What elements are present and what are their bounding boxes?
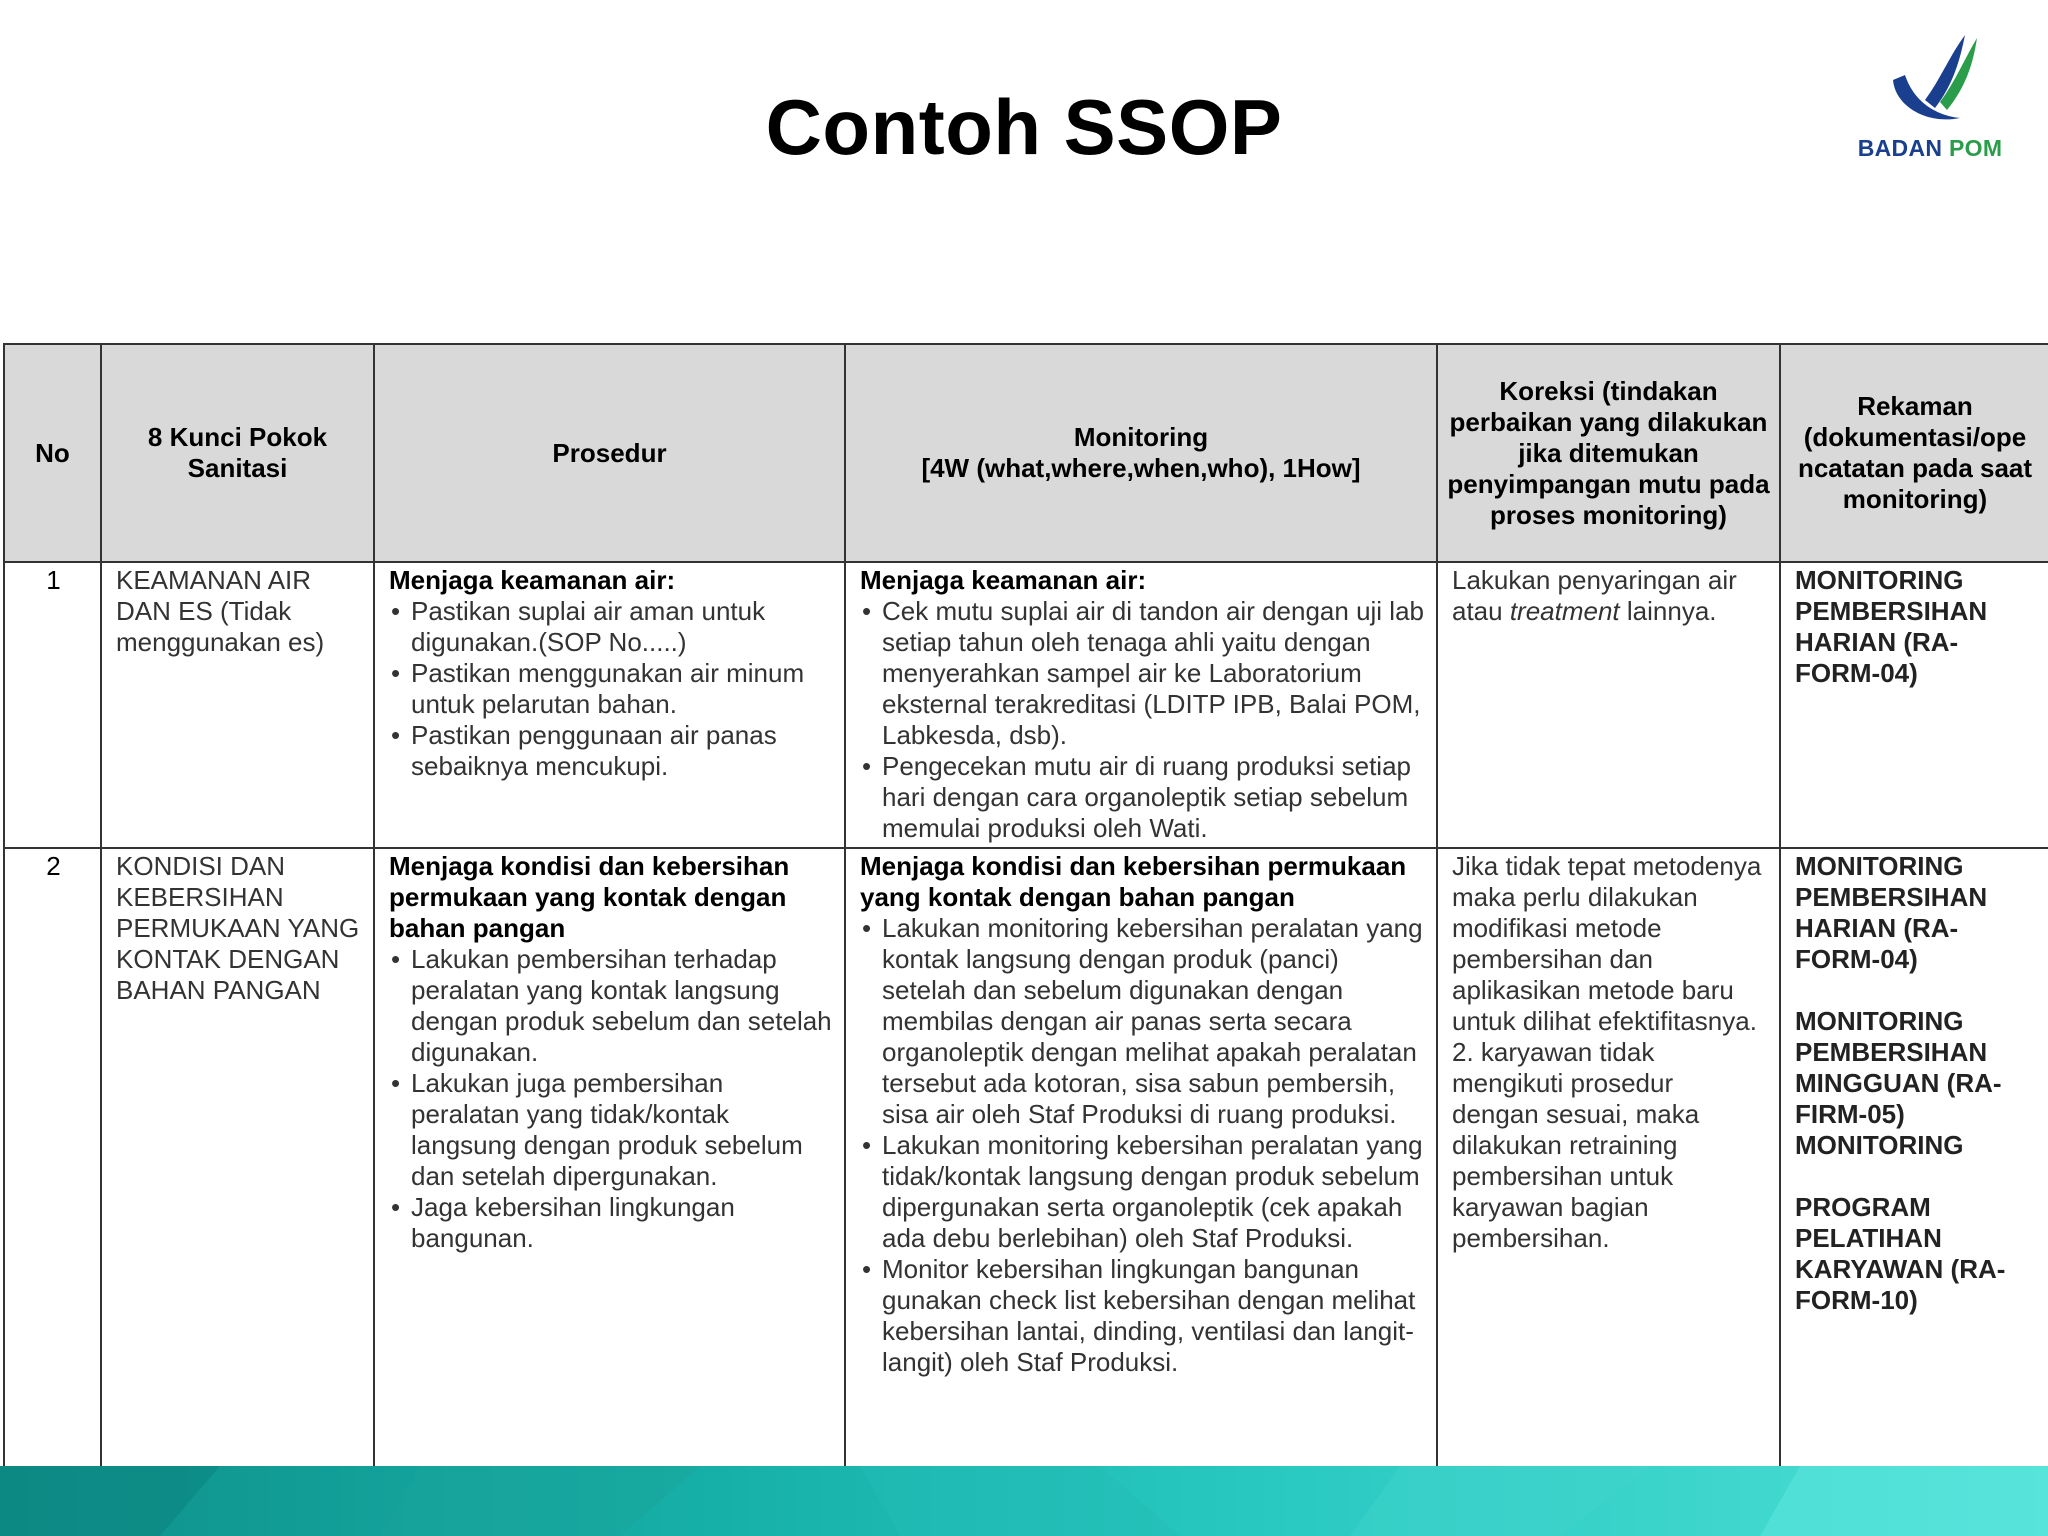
page-title: Contoh SSOP [765,83,1283,171]
footer-band [0,1466,2048,1536]
row2-prosedur-heading: Menjaga kondisi dan kebersihan permukaan yang kontak dengan bahan pangan [389,851,790,943]
row1-koreksi-c: lainnya. [1619,596,1717,626]
list-item: • Pastikan menggunakan air minum untuk pelarutan bahan. [389,658,832,720]
row2-rekaman-item: MONITORING PEMBERSIHAN HARIAN (RA-FORM-04) [1795,851,1988,974]
row1-monitoring-list [860,596,1424,844]
row1-no: 1 [4,562,101,848]
table-header-row [4,344,2048,562]
row1-koreksi-b: treatment [1509,596,1620,626]
list-item: • Pastikan suplai air aman untuk digunakan.(SOP No.....) [389,596,832,658]
header-monitoring-line1: Monitoring [1073,422,1209,452]
header-prosedur: Prosedur [374,344,845,562]
row2-monitoring [845,848,1437,1468]
logo-swoosh-icon [1885,30,1985,135]
row2-no: 2 [4,848,101,1468]
header-koreksi: Koreksi (tindakan perbaikan yang dilakukan jika ditemukan penyimpangan mutu pada proses monitoring) [1437,344,1780,562]
header-rekaman: Rekaman (dokumentasi/ope ncatatan pada saat monitoring) [1780,344,2048,562]
list-item: • Monitor kebersihan lingkungan bangunan gunakan check list kebersihan dengan melihat kebersihan lantai, dinding, ventilasi dan langit-langit) oleh Staf Produksi. [860,1254,1424,1378]
list-item: • Pastikan penggunaan air panas sebaiknya mencukupi. [389,720,832,782]
table-row [4,562,2048,848]
table-row [4,848,2048,1468]
row1-kunci: KEAMANAN AIR DAN ES (Tidak menggunakan es) [101,562,374,848]
row2-monitoring-heading: Menjaga kondisi dan kebersihan permukaan yang kontak dengan bahan pangan [860,851,1407,912]
list-item: • Lakukan juga pembersihan peralatan yang tidak/kontak langsung dengan produk sebelum dan setelah dipergunakan. [389,1068,832,1192]
row2-prosedur [374,848,845,1468]
row2-rekaman-item: PROGRAM PELATIHAN KARYAWAN (RA-FORM-10) [1795,1192,2006,1315]
row2-rekaman [1780,848,2048,1468]
row2-koreksi-line: 2. karyawan tidak mengikuti prosedur dengan sesuai, maka dilakukan retraining pembersihan untuk karyawan bagian pembersihan. [1452,1037,1700,1253]
row2-prosedur-list [389,944,832,1254]
row1-koreksi-a: Lakukan penyaringan air atau [1452,565,1737,626]
row2-kunci: KONDISI DAN KEBERSIHAN PERMUKAAN YANG KONTAK DENGAN BAHAN PANGAN [101,848,374,1468]
row2-rekaman-item: MONITORING PEMBERSIHAN MINGGUAN (RA-FIRM-05) MONITORING [1795,1006,2002,1160]
row2-koreksi [1437,848,1780,1468]
ssop-table [3,343,2048,1469]
list-item: • Lakukan monitoring kebersihan peralatan yang kontak langsung dengan produk (panci) setelah dan sebelum digunakan dengan membilas dengan air panas serta secara organoleptik dengan melihat apakah peralatan tersebut ada kotoran, sisa sabun pembersih, sisa air oleh Staf Produksi di ruang produksi. [860,913,1424,1130]
list-item: • Lakukan monitoring kebersihan peralatan yang tidak/kontak langsung dengan produk sebelum dipergunakan serta organoleptik (cek apakah ada debu berlebihan) oleh Staf Produksi. [860,1130,1424,1254]
logo-word-badan: BADAN [1857,135,1943,161]
list-item: • Lakukan pembersihan terhadap peralatan yang kontak langsung dengan produk sebelum dan setelah digunakan. [389,944,832,1068]
header-no: No [4,344,101,562]
row1-rekaman [1780,562,2048,848]
row2-koreksi-line: Jika tidak tepat metodenya maka perlu dilakukan modifikasi metode pembersihan dan aplikasikan metode baru untuk dilihat efektifitasnya. [1452,851,1762,1036]
row1-prosedur [374,562,845,848]
row1-rekaman-item: MONITORING PEMBERSIHAN HARIAN (RA-FORM-04) [1795,565,1988,688]
row1-prosedur-heading: Menjaga keamanan air: [389,565,676,595]
footer-pattern-icon [0,1466,2048,1536]
row1-koreksi [1437,562,1780,848]
row1-prosedur-list [389,596,832,782]
row1-monitoring-heading: Menjaga keamanan air: [860,565,1147,595]
badan-pom-logo [1855,30,2005,165]
header-monitoring [845,344,1437,562]
list-item: • Pengecekan mutu air di ruang produksi setiap hari dengan cara organoleptik setiap sebelum memulai produksi oleh Wati. [860,751,1424,844]
header-monitoring-line2: [4W (what,where,when,who), 1How] [921,453,1361,483]
logo-word-pom: POM [1948,135,2003,161]
row2-monitoring-list [860,913,1424,1378]
logo-text [1855,135,2005,162]
list-item: • Jaga kebersihan lingkungan bangunan. [389,1192,832,1254]
header-kunci: 8 Kunci Pokok Sanitasi [101,344,374,562]
list-item: • Cek mutu suplai air di tandon air dengan uji lab setiap tahun oleh tenaga ahli yaitu dengan menyerahkan sampel air ke Laboratorium eksternal terakreditasi (LDITP IPB, Balai POM, Labkesda, dsb). [860,596,1424,751]
row1-monitoring [845,562,1437,848]
